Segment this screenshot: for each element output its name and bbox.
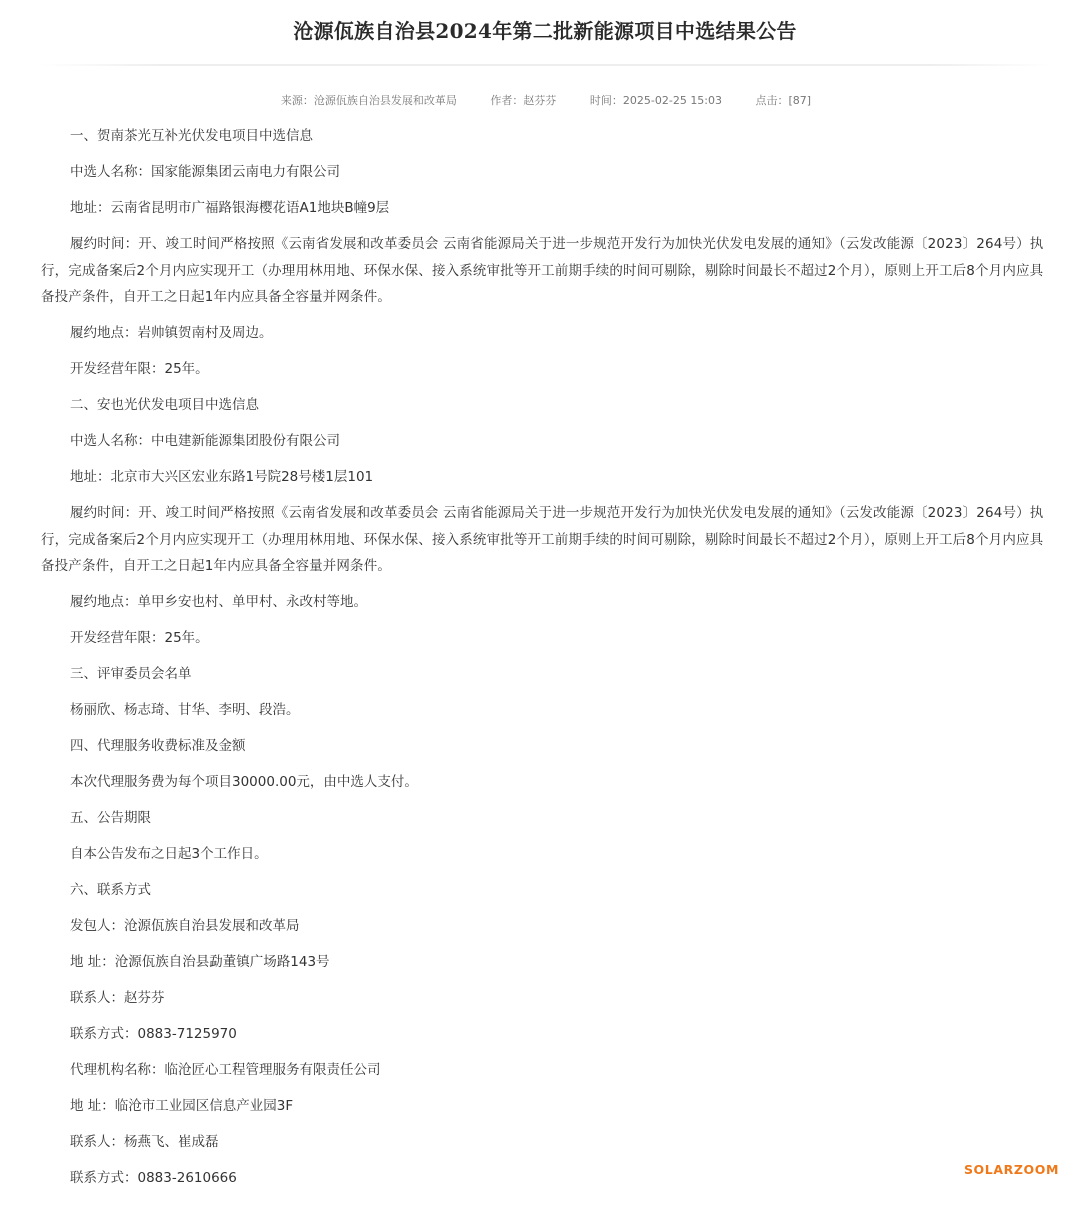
employer-contact: 联系人：赵芬芬 [70,990,165,1006]
winner-name-2: 中选人名称：中电建新能源集团股份有限公司 [70,433,340,449]
agency-contact: 联系人：杨燕飞、崔成磊 [70,1134,219,1150]
employer-phone: 联系方式：0883-7125970 [70,1026,237,1042]
agency-address: 地 址：临沧市工业园区信息产业园3F [70,1098,294,1114]
operation-period-1: 开发经营年限：25年。 [70,361,209,377]
section-heading-6: 六、联系方式 [70,882,151,898]
employer-address: 地 址：沧源佤族自治县勐董镇广场路143号 [70,954,330,970]
meta-author: 作者：赵芬芬 [490,94,557,107]
meta-clicks: 点击：[87] [755,94,812,107]
section-heading-1: 一、贺南茶光互补光伏发电项目中选信息 [70,128,313,144]
page-title: 沧源佤族自治县2024年第二批新能源项目中选结果公告 [293,19,797,43]
committee-members: 杨丽欣、杨志琦、甘华、李明、段浩。 [70,702,300,718]
meta-source: 来源：沧源佤族自治县发展和改革局 [280,94,457,107]
agency-fee: 本次代理服务费为每个项目30000.00元，由中选人支付。 [70,774,418,790]
title-divider [40,64,1052,66]
meta-time: 时间：2025-02-25 15:03 [589,94,723,107]
performance-location-1: 履约地点：岩帅镇贺南村及周边。 [70,325,273,341]
winner-address-1: 地址：云南省昆明市广福路银海樱花语A1地块B幢9层 [70,200,390,216]
performance-location-2: 履约地点：单甲乡安也村、单甲村、永改村等地。 [70,594,367,610]
performance-time-2: 履约时间：开、竣工时间严格按照《云南省发展和改革委员会 云南省能源局关于进一步规范开发行为加快光伏发电发展的通知》（云发改能源〔2023〕264号）执行，完成备案后2个月内应实现开工（办理用林用地、环保水保、接入系统审批等开工前期手续的时间可剔除，剔除时间最长不超过2个月），原则上开工后8个月内应具备投产条件，自开工之日起1年内应具备全容量并网条件。 [41,505,1044,574]
notice-period: 自本公告发布之日起3个工作日。 [70,846,268,862]
section-heading-5: 五、公告期限 [70,810,151,826]
winner-name-1: 中选人名称：国家能源集团云南电力有限公司 [70,164,340,180]
section-heading-2: 二、安也光伏发电项目中选信息 [70,397,259,413]
employer: 发包人：沧源佤族自治县发展和改革局 [70,918,300,934]
section-heading-4: 四、代理服务收费标准及金额 [70,738,246,754]
agency-name: 代理机构名称：临沧匠心工程管理服务有限责任公司 [70,1062,381,1078]
solarzoom-watermark: SOLARZOOM [963,1162,1059,1177]
operation-period-2: 开发经营年限：25年。 [70,630,209,646]
agency-phone: 联系方式：0883-2610666 [70,1170,237,1186]
article-body [41,123,1053,1201]
article-meta [0,92,1080,110]
winner-address-2: 地址：北京市大兴区宏业东路1号院28号楼1层101 [70,469,374,485]
performance-time-1: 履约时间：开、竣工时间严格按照《云南省发展和改革委员会 云南省能源局关于进一步规范开发行为加快光伏发电发展的通知》（云发改能源〔2023〕264号）执行，完成备案后2个月内应实现开工（办理用林用地、环保水保、接入系统审批等开工前期手续的时间可剔除，剔除时间最长不超过2个月），原则上开工后8个月内应具备投产条件，自开工之日起1年内应具备全容量并网条件。 [41,236,1044,305]
section-heading-3: 三、评审委员会名单 [70,666,192,682]
